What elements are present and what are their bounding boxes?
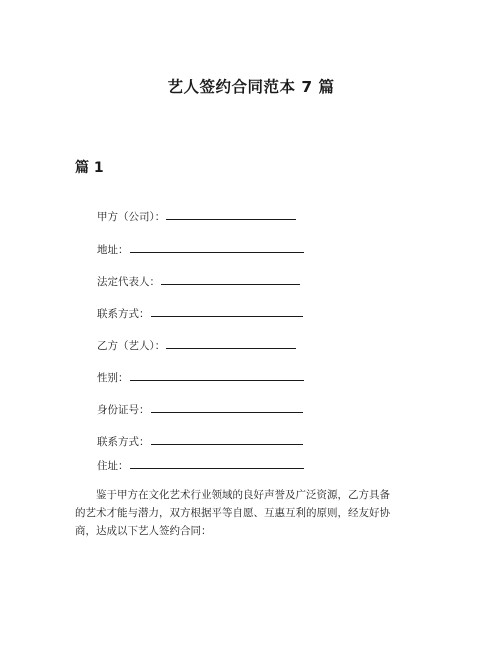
field-label: 身份证号： <box>97 404 150 416</box>
document-title: 艺人签约合同范本 7 篇 <box>167 78 335 96</box>
field-label: 法定代表人： <box>97 276 160 288</box>
paragraph-line: 鉴于甲方在文化艺术行业领域的良好声誉及广泛资源，乙方具备 <box>96 489 390 501</box>
field-label: 甲方（公司）： <box>97 211 166 223</box>
fill-in-blank <box>161 273 300 285</box>
preamble-paragraph <box>75 486 431 540</box>
fill-in-blank <box>130 457 304 469</box>
field-id-number <box>97 401 303 418</box>
field-party-a-address <box>97 241 304 258</box>
section-heading: 篇 1 <box>75 160 104 176</box>
field-gender <box>97 369 304 386</box>
field-label: 地址： <box>97 244 129 256</box>
fill-in-blank <box>166 337 296 349</box>
fill-in-blank <box>166 208 296 220</box>
field-label: 联系方式： <box>97 308 150 320</box>
field-party-b-artist <box>97 337 296 354</box>
fill-in-blank <box>151 433 303 445</box>
field-label: 乙方（艺人）： <box>97 340 166 352</box>
field-party-a-contact <box>97 305 303 322</box>
field-party-b-contact <box>97 433 303 450</box>
fill-in-blank <box>151 305 303 317</box>
fill-in-blank <box>151 401 303 413</box>
field-label: 住址： <box>97 460 129 472</box>
field-label: 联系方式： <box>97 436 150 448</box>
field-party-b-address <box>97 457 304 474</box>
field-legal-representative <box>97 273 300 290</box>
field-label: 性别： <box>97 372 129 384</box>
field-party-a-company <box>97 208 296 225</box>
paragraph-line: 的艺术才能与潜力，双方根据平等自愿、互惠互利的原则，经友好协 <box>75 507 390 519</box>
fill-in-blank <box>130 369 304 381</box>
fill-in-blank <box>130 241 304 253</box>
paragraph-line: 商，达成以下艺人签约合同： <box>75 525 212 537</box>
